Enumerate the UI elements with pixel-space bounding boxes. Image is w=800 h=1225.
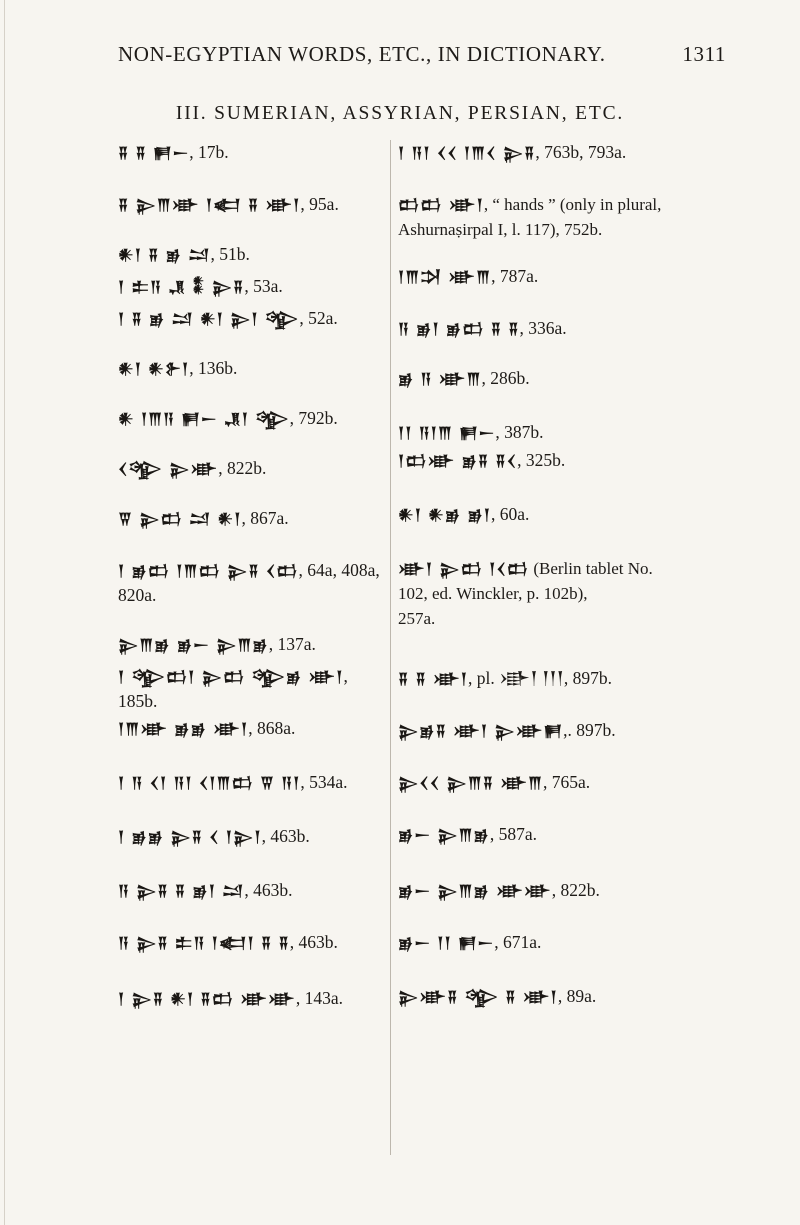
running-title: NON-EGYPTIAN WORDS, ETC., IN DICTIONARY. — [118, 42, 606, 66]
entry — [398, 140, 728, 165]
cuneiform-signs: 𒐉 𒐉 𒂍𒀸 — [118, 144, 190, 162]
entry — [398, 718, 728, 743]
page-ref-continued: 257a. — [398, 609, 436, 628]
page-ref: , 822b. — [551, 880, 600, 900]
entry — [398, 930, 728, 955]
entry — [118, 140, 386, 165]
cuneiform-signs: 𒂊 𒀀 𒀝𒐈 — [398, 370, 482, 388]
entry — [118, 506, 386, 531]
cuneiform-signs: 𒀭𒁹 𒀭𒂊 𒂊𒁹 — [398, 506, 491, 524]
cuneiform-signs: 𒂊𒀸 𒉌𒐈𒂊 𒀝𒀝 — [398, 882, 552, 900]
page-ref: , 95a. — [300, 194, 339, 214]
page-ref: , 463b. — [289, 932, 338, 952]
page-ref: , 137a. — [268, 634, 316, 654]
entry — [118, 306, 386, 331]
page-ref: (Berlin tablet No. — [529, 559, 653, 578]
page-ref-continued: 820a. — [118, 585, 157, 605]
cuneiform-signs: 𒐉 𒐉 𒀝𒁹 — [398, 670, 469, 688]
page-ref: , 336a. — [519, 318, 567, 338]
cuneiform-signs: 𒉌𒂊𒐉 𒀝𒁹 𒉌𒀝𒂍 — [398, 722, 564, 740]
page-ref: , 763b, 793a. — [535, 142, 627, 162]
page-ref: , 587a. — [489, 824, 538, 844]
entry — [118, 406, 386, 431]
entry — [118, 930, 386, 955]
page-ref: , 792b. — [289, 408, 338, 428]
page-ref: , 822b. — [218, 458, 267, 478]
cuneiform-signs: 𒀭 𒁹𒐈𒀀 𒂍𒀸 𒂗𒁹 𒄊 — [118, 410, 290, 428]
page-number: 1311 — [682, 42, 726, 66]
entry — [118, 770, 386, 795]
entry — [118, 274, 386, 299]
entry — [118, 242, 386, 267]
cuneiform-signs: 𒉌𒐈𒂊 𒂊𒀸 𒉌𒐈𒂊 — [118, 636, 269, 654]
page-ref: , 136b. — [189, 358, 238, 378]
page-ref: , 185b. — [118, 666, 348, 711]
cuneiform-signs: 𒂊𒀸 𒁹𒁹 𒂍𒀸 — [398, 934, 495, 952]
page-ref: , 671a. — [494, 932, 542, 952]
cuneiform-signs: 𒀀 𒂊𒁹 𒂊𒆗 𒐉 𒐉 — [398, 320, 520, 338]
page-header — [118, 42, 726, 67]
entry — [118, 878, 386, 903]
cuneiform-signs: 𒀀 𒉌𒐉 𒐉 𒂊𒁹 𒁺 — [118, 882, 245, 900]
cuneiform-signs: 𒀝𒁹 𒉌𒆗 𒁹𒌋𒆗 — [398, 560, 530, 578]
scan-margin-line — [4, 0, 5, 1225]
cuneiform-signs: 𒁹 𒂊𒆗 𒁹𒐈𒆗 𒉌𒐉 𒌋𒆗 — [118, 562, 299, 580]
page-ref: , 868a. — [248, 718, 296, 738]
entry — [398, 770, 728, 795]
cuneiform-signs: 𒁹 𒄊𒆗𒁹 𒉌𒆗 𒄊𒂊 𒀝𒁹 — [118, 668, 344, 686]
entry — [118, 192, 386, 217]
entry — [398, 264, 728, 289]
entry — [118, 716, 386, 741]
entry — [398, 666, 728, 691]
entry — [398, 984, 728, 1009]
cuneiform-signs: 𒁹 𒀀 𒌋𒁹 𒀀𒁹 𒌋𒁹𒐈𒆗 𒐊 𒀀𒁹 — [118, 774, 301, 792]
page-ref: , 60a. — [491, 504, 530, 524]
cuneiform-signs: 𒉌𒌋𒌋 𒉌𒐈𒐉 𒀝𒐈 — [398, 774, 544, 792]
page-ref: , 143a. — [295, 988, 344, 1008]
entry — [398, 420, 728, 445]
entry — [118, 356, 386, 381]
page-ref: , 52a. — [299, 308, 338, 328]
entry — [118, 558, 386, 607]
entry — [398, 878, 728, 903]
page-ref: , 387b. — [495, 422, 544, 442]
cuneiform-signs: 𒁹𒐈𒋫 𒀝𒐈 — [398, 268, 492, 286]
cuneiform-signs: 𒁹𒁹 𒀀𒁹𒐈 𒂍𒀸 — [398, 424, 496, 442]
cuneiform-signs: 𒁹 𒐉 𒂊 𒁺 𒀭𒁹 𒉌𒁹 𒄊 — [118, 310, 300, 328]
page-ref: , 867a. — [241, 508, 289, 528]
cuneiform-signs: 𒉌𒀝𒐉 𒄊 𒐉 𒀝𒁹 — [398, 988, 558, 1006]
entry — [398, 502, 728, 527]
cuneiform-signs: 𒁹 𒀀𒁹 𒌋𒌋 𒁹𒐈𒌋 𒉌𒐉 — [398, 144, 536, 162]
page-ref: , pl. 𒀝𒁹 𒁹𒁹𒁹, 897b. — [468, 668, 613, 688]
cuneiform-signs: 𒐉 𒉌𒐈𒀝 𒁹𒅗 𒐉 𒀝𒁹 — [118, 196, 301, 214]
page-ref: ,. 897b. — [563, 720, 616, 740]
cuneiform-signs: 𒀭𒁹 𒀭𒉿𒁹 — [118, 360, 190, 378]
cuneiform-signs: 𒀀 𒉌𒐉 𒉺𒀀 𒁹𒅗𒁹 𒐉 𒐉 — [118, 934, 290, 952]
cuneiform-signs: 𒂊𒀸 𒉌𒐈𒂊 — [398, 826, 490, 844]
page-ref: , 53a. — [244, 276, 283, 296]
page-ref: , 17b. — [189, 142, 229, 162]
page-ref: , 51b. — [210, 244, 250, 264]
entry — [398, 192, 728, 242]
page-ref-continued: Ashurnaṣirpal I, l. 117), 752b. — [398, 220, 603, 239]
entry — [118, 456, 386, 481]
entry — [118, 664, 386, 713]
entry — [118, 986, 386, 1011]
page-ref-continued: 102, ed. Winckler, p. 102b), — [398, 584, 588, 603]
cuneiform-signs: 𒁹 𒉌𒐉 𒀭𒁹 𒐉𒆗 𒀝𒀝 — [118, 990, 296, 1008]
page-ref: , 765a. — [543, 772, 591, 792]
page-ref: , 463b. — [244, 880, 293, 900]
cuneiform-signs: 𒁹𒐈𒀝 𒂊𒂊 𒀝𒁹 — [118, 720, 249, 738]
page-ref: , 787a. — [491, 266, 539, 286]
entry — [118, 632, 386, 657]
column-divider — [390, 140, 391, 1155]
page-ref: , 64a, 408a, — [298, 560, 380, 580]
page-ref: , 463b. — [261, 826, 310, 846]
cuneiform-signs: 𒀭𒁹 𒐉 𒂊 𒁺 — [118, 246, 211, 264]
cuneiform-signs: 𒁹𒆗𒀝 𒂊𒐉 𒐉𒌋 — [398, 452, 518, 470]
cuneiform-signs: 𒁹 𒉺𒀀 𒂗 𒀮 𒉌𒐉 — [118, 278, 245, 296]
page-ref: , 325b. — [517, 450, 566, 470]
entry — [398, 366, 728, 391]
page-ref: , 286b. — [481, 368, 530, 388]
cuneiform-signs: 𒁹 𒂊𒂊 𒉌𒐉 𒌋 𒁹𒉌𒁹 — [118, 828, 262, 846]
page-ref: , 534a. — [300, 772, 348, 792]
entry — [398, 316, 728, 341]
cuneiform-signs: 𒌋𒄊 𒉌𒀝 — [118, 460, 219, 478]
cuneiform-signs: 𒐊 𒉌𒆗 𒁺 𒀭𒁹 — [118, 510, 242, 528]
section-title: III. SUMERIAN, ASSYRIAN, PERSIAN, ETC. — [175, 103, 625, 124]
page-ref: , 89a. — [557, 986, 597, 1006]
cuneiform-signs: 𒆗𒆗 𒀝𒁹 — [398, 196, 484, 214]
entry — [118, 824, 386, 849]
entry — [398, 448, 728, 473]
entry — [398, 556, 728, 631]
page-ref: , “ hands ” (only in plural, — [483, 195, 662, 214]
entry — [398, 822, 728, 847]
